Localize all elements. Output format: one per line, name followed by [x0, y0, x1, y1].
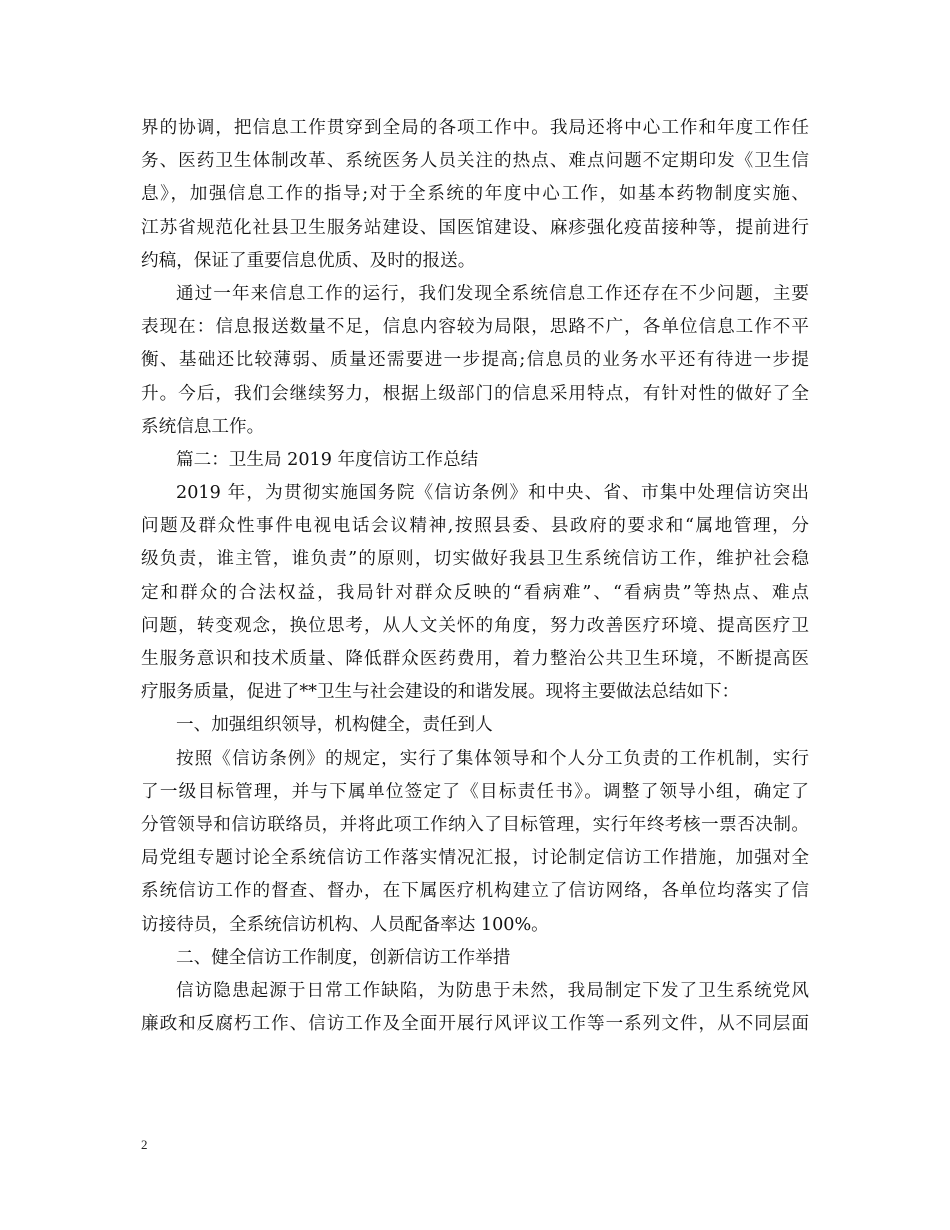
text-line: 廉政和反腐朽工作、信访工作及全面开展行风评议工作等一系列文件，从不同层面 [141, 1014, 809, 1035]
text-line: 问题及群众性事件电视电话会议精神,按照县委、县政府的要求和“属地管理，分 [141, 516, 809, 537]
document-body [141, 112, 809, 1041]
text-line: 分管领导和信访联络员，并将此项工作纳入了目标管理，实行年终考核一票否决制。 [141, 814, 809, 835]
text-line: 生服务意识和技术质量、降低群众医药费用，着力整治公共卫生环境，不断提高医 [141, 649, 809, 669]
text-line: 衡、基础还比较薄弱、质量还需要进一步提高;信息员的业务水平还有待进一步提 [141, 350, 809, 371]
page-number: 2 [141, 1137, 148, 1152]
text-line: 级负责，谁主管，谁负责”的原则，切实做好我县卫生系统信访工作，维护社会稳 [141, 549, 809, 570]
text-line: 务、医药卫生体制改革、系统医务人员关注的热点、难点问题不定期印发《卫生信 [141, 151, 809, 172]
text-line: 了一级目标管理，并与下属单位签定了《目标责任书》。调整了领导小组，确定了 [141, 781, 809, 802]
text-line: 定和群众的合法权益，我局针对群众反映的“看病难”、“看病贵”等热点、难点 [141, 582, 809, 603]
text-line: 一、加强组织领导，机构健全，责任到人 [176, 715, 493, 736]
text-line: 问题，转变观念，换位思考，从人文关怀的角度，努力改善医疗环境、提高医疗卫 [141, 615, 809, 636]
text-line: 界的协调，把信息工作贯穿到全局的各项工作中。我局还将中心工作和年度工作任 [141, 118, 809, 138]
text-line: 信访隐患起源于日常工作缺陷，为防患于未然，我局制定下发了卫生系统党风 [176, 980, 809, 1001]
text-line: 通过一年来信息工作的运行，我们发现全系统信息工作还存在不少问题，主要 [176, 283, 809, 304]
text-line: 访接待员，全系统信访机构、人员配备率达 100%。 [141, 914, 549, 935]
text-line: 篇二：卫生局 2019 年度信访工作总结 [176, 449, 479, 470]
text-line: 系统信息工作。 [141, 416, 265, 437]
text-line: 疗服务质量，促进了**卫生与社会建设的和谐发展。现将主要做法总结如下： [141, 682, 740, 703]
text-line: 息》，加强信息工作的指导;对于全系统的年度中心工作，如基本药物制度实施、 [141, 184, 809, 205]
text-line: 约稿，保证了重要信息优质、及时的报送。 [141, 250, 476, 271]
text-line: 系统信访工作的督查、督办，在下属医疗机构建立了信访网络，各单位均落实了信 [141, 881, 809, 902]
text-line: 局党组专题讨论全系统信访工作落实情况汇报，讨论制定信访工作措施，加强对全 [141, 848, 809, 869]
text-line: 二、健全信访工作制度，创新信访工作举措 [176, 947, 511, 968]
text-line: 按照《信访条例》的规定，实行了集体领导和个人分工负责的工作机制，实行 [176, 748, 809, 769]
text-line: 2019 年，为贯彻实施国务院《信访条例》和中央、省、市集中处理信访突出 [176, 483, 809, 504]
text-line: 表现在：信息报送数量不足，信息内容较为局限，思路不广，各单位信息工作不平 [141, 317, 809, 338]
text-line: 升。今后，我们会继续努力，根据上级部门的信息采用特点，有针对性的做好了全 [141, 383, 809, 404]
text-line: 江苏省规范化社县卫生服务站建设、国医馆建设、麻疹强化疫苗接种等，提前进行 [141, 217, 809, 238]
